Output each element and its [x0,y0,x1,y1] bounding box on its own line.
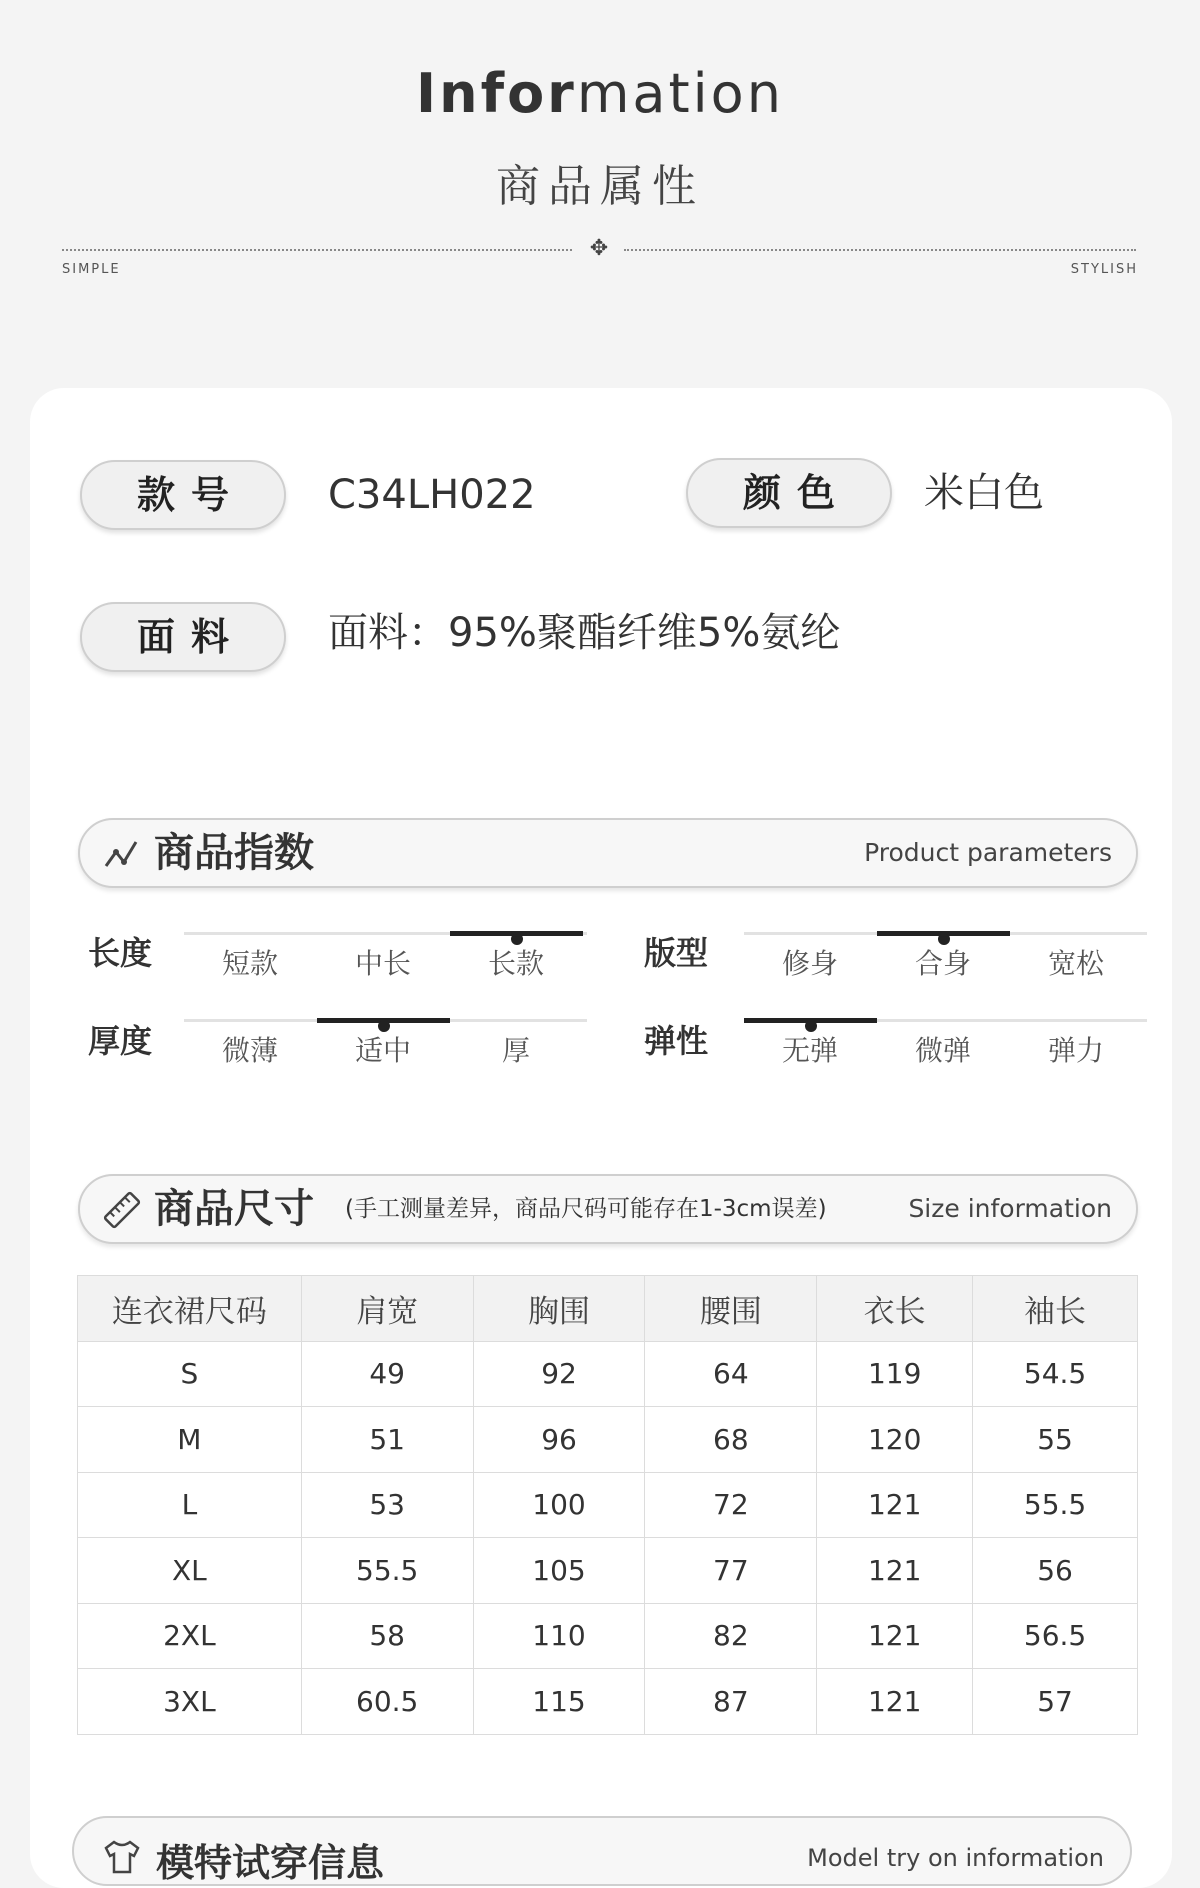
size-table-header-cell: 胸围 [473,1276,645,1342]
line-chart-icon [102,834,142,874]
index-option: 无弹 [781,1034,838,1067]
table-cell: 56 [973,1538,1138,1604]
table-cell: S [78,1341,302,1407]
table-cell: 49 [301,1341,473,1407]
index-option: 宽松 [1047,947,1104,980]
table-cell: 120 [817,1407,973,1473]
table-cell: 68 [645,1407,817,1473]
style-number-value: C34LH022 [328,472,536,518]
table-cell: 121 [817,1472,973,1538]
table-cell: 60.5 [301,1669,473,1735]
product-index-title: 商品指数 [154,830,314,876]
model-info-english: Model try on information [807,1844,1104,1872]
table-cell: 121 [817,1538,973,1604]
table-row [78,1341,1138,1407]
table-cell: 58 [301,1603,473,1669]
divider-right [624,249,1136,251]
size-table [77,1275,1138,1735]
index-option: 合身 [914,947,971,980]
table-cell: 51 [301,1407,473,1473]
size-table-header-cell: 袖长 [973,1276,1138,1342]
table-row [78,1407,1138,1473]
table-cell: 55.5 [301,1538,473,1604]
page-header [0,0,1200,300]
table-row [78,1669,1138,1735]
title-english-rest: mation [576,62,784,125]
table-cell: 121 [817,1669,973,1735]
title-chinese: 商品属性 [496,161,704,212]
table-cell: 82 [645,1603,817,1669]
index-option: 中长 [354,947,411,980]
simple-tag: SIMPLE [62,262,121,277]
size-table-header-cell: 腰围 [645,1276,817,1342]
index-option: 适中 [354,1034,411,1067]
table-cell: 54.5 [973,1341,1138,1407]
table-cell: 64 [645,1341,817,1407]
table-cell: M [78,1407,302,1473]
table-cell: 72 [645,1472,817,1538]
table-cell: XL [78,1538,302,1604]
product-index-english: Product parameters [864,838,1112,867]
size-info-english: Size information [908,1194,1112,1223]
color-value: 米白色 [924,470,1044,516]
size-info-title: 商品尺寸 [154,1186,314,1232]
shirt-icon [102,1836,142,1876]
ruler-icon [102,1190,142,1230]
stylish-tag: STYLISH [1070,262,1138,277]
table-cell: 3XL [78,1669,302,1735]
index-option: 短款 [221,947,278,980]
table-cell: 53 [301,1472,473,1538]
table-cell: 96 [473,1407,645,1473]
size-table-header-cell: 连衣裙尺码 [78,1276,302,1342]
title-english [0,62,1200,125]
table-cell: 115 [473,1669,645,1735]
index-option: 长款 [487,947,544,980]
table-row [78,1538,1138,1604]
fabric-label: 面料 [80,602,286,672]
style-number-label: 款号 [80,460,286,530]
index-option: 厚 [501,1034,530,1067]
size-table-header-row [78,1276,1138,1342]
index-option: 微薄 [221,1034,278,1067]
table-cell: 119 [817,1341,973,1407]
size-table-header-cell: 衣长 [817,1276,973,1342]
index-option: 微弹 [914,1034,971,1067]
index-label: 版型 [644,934,709,972]
color-label: 颜色 [686,458,892,528]
crosshair-icon: ✥ [589,236,609,261]
size-info-note: (手工测量差异，商品尺码可能存在1-3cm误差) [345,1196,827,1222]
table-cell: 77 [645,1538,817,1604]
table-cell: 100 [473,1472,645,1538]
table-cell: 55.5 [973,1472,1138,1538]
table-cell: 110 [473,1603,645,1669]
table-row [78,1603,1138,1669]
product-index-header [78,818,1138,888]
size-info-header [78,1174,1138,1244]
index-option: 修身 [781,947,838,980]
title-english-bold: Infor [416,62,577,125]
model-info-title: 模特试穿信息 [156,1841,385,1885]
table-cell: 121 [817,1603,973,1669]
index-label: 厚度 [88,1022,153,1060]
index-option: 弹力 [1047,1034,1104,1067]
table-row [78,1472,1138,1538]
table-cell: 87 [645,1669,817,1735]
table-cell: 105 [473,1538,645,1604]
size-table-header-cell: 肩宽 [301,1276,473,1342]
table-cell: 2XL [78,1603,302,1669]
table-cell: L [78,1472,302,1538]
model-info-header [72,1816,1132,1886]
divider-left [62,249,572,251]
index-label: 弹性 [644,1022,709,1060]
index-label: 长度 [88,934,153,972]
table-cell: 92 [473,1341,645,1407]
table-cell: 56.5 [973,1603,1138,1669]
fabric-value: 面料：95%聚酯纤维5%氨纶 [328,610,841,656]
table-cell: 57 [973,1669,1138,1735]
table-cell: 55 [973,1407,1138,1473]
